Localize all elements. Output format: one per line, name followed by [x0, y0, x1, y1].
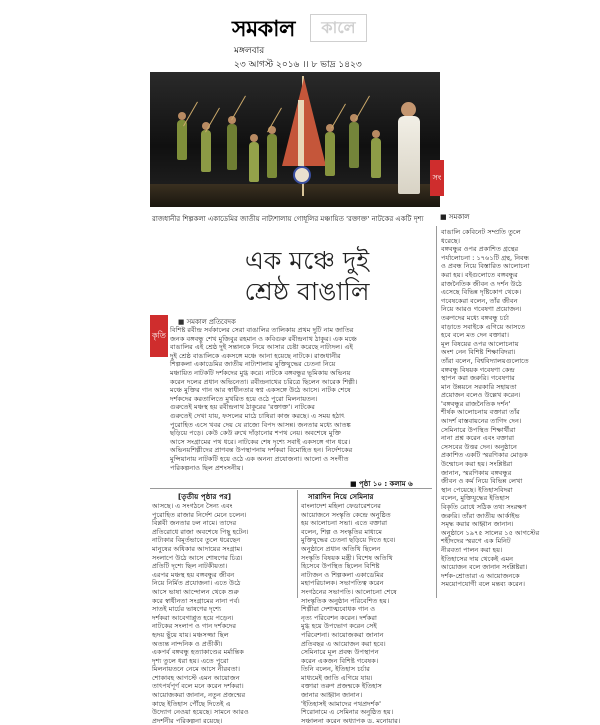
text-line: স্থান পেয়েছে। ইতিহাসবিদরা — [441, 485, 513, 494]
text-line: নানা প্রশ্ন করেন এবং বক্তারা — [441, 434, 515, 443]
text-line: বাড়াতে সবাইকে এগিয়ে আসতে — [441, 322, 526, 331]
text-line: জনক বঙ্গবন্ধু শেখ মুজিবুর রহমান ও কবিগুরু রবীন্দ্রনাথ ঠাকুর। এক মঞ্চে — [170, 334, 357, 343]
text-line: গুরুতেই দেখা যায়, ফসলের মাঠে চাষিরা কাজ করছে। এ সময় হঠাৎ — [170, 411, 345, 420]
publication-day: মঙ্গলবার — [234, 46, 265, 56]
text-line: জানান, স্মরণিকায় বঙ্গবন্ধুর — [441, 468, 512, 477]
section-tag: কৃতি — [150, 315, 168, 357]
text-line: করা হয়। বইগুলোতে বঙ্গবন্ধুর — [441, 270, 518, 279]
text-line: এরপর মঞ্চস্থ হয় বঙ্গবন্ধুর জীবন — [152, 570, 235, 579]
text-line: বাংলাদেশ মহিলা ফেডারেশনের — [301, 502, 381, 510]
text-line: পর্যালোচনা : ১৭৬১টি গ্রন্থ, নিবন্ধ — [441, 253, 529, 262]
text-line: মুগ্ধ হয়ে উপভোগ করেন সেই — [301, 622, 377, 631]
stage-photo — [150, 72, 440, 207]
article-column-right — [441, 228, 587, 596]
text-line: সাতই মার্চের ভাষণের দৃশ্যে — [152, 605, 221, 614]
text-line: পরিকল্পনাও ছিল প্রশংসনীয়। — [170, 463, 244, 472]
lead-actor-figure — [398, 116, 420, 194]
text-line: করেন দলের প্রধান অভিনেতা। রবীন্দ্রনাথের চরিত্রে ছিলেন আরেক শিল্পী। — [170, 377, 358, 386]
text-line: শিল্পীরা দেশাত্মবোধক গান ও — [301, 605, 376, 614]
text-line: দর্শক-শ্রোতারা এ আয়োজনকে — [441, 571, 520, 580]
masthead — [232, 12, 372, 74]
text-line: তাঁরা বলেন, বিশ্ববিদ্যালয়গুলোতে — [441, 356, 529, 365]
text-line: সংগঠনের সভাপতি। আলোচনা শেষে — [301, 587, 397, 596]
text-line: আয়োজনে সংস্কৃতি কেন্দ্রে অনুষ্ঠিত — [301, 510, 391, 519]
text-line: সংস্কৃতি বিষয়ক মন্ত্রী। বিশেষ অতিথি — [301, 553, 393, 562]
article-column-left — [152, 502, 294, 725]
article-intro — [170, 326, 426, 476]
text-line: বিপ্লবী জনতার ঢল নামে। তাদের — [152, 519, 237, 528]
text-line: অনুষ্ঠানে ১৯৭৫ সালের ১৫ আগস্টের — [441, 528, 540, 537]
text-line: বাঙালির এই শ্রেষ্ঠ দুই সন্তানকে নিয়ে আসার চেষ্টা করেছে নাট্যদল। এই — [170, 343, 353, 352]
text-line: নিয়ে আরও গবেষণা প্রয়োজন। — [441, 305, 522, 314]
text-line: নাট্যজন ও শিল্পকলা একাডেমির — [301, 570, 384, 579]
headline — [182, 246, 432, 308]
text-line: প্রদর্শনীর পরিকল্পনা রয়েছে। — [152, 716, 223, 725]
text-line: দর্শকদের করতালিতে মুখরিত হয়ে ওঠে পুরো মিলনায়তন। — [170, 394, 318, 403]
actor-figure — [371, 138, 381, 178]
column-divider — [297, 490, 298, 598]
text-line: করে স্বাধীনতা সংগ্রামের নানা পর্ব। — [152, 596, 240, 605]
text-line: আসে সংগ্রামের পথ ধরে। নাটকের শেষ দৃশ্যে সবাই একসঙ্গে গান ধরে। — [170, 437, 351, 446]
text-line: একপর্ব বঙ্গবন্ধু হত্যাকাণ্ডের মর্মান্তিক — [152, 648, 244, 657]
actor-figure — [201, 130, 211, 172]
text-line: শিল্পকলা একাডেমির জাতীয় নাট্যশালায় মুক্তিযুদ্ধের চেতনা নিয়ে — [170, 360, 336, 369]
text-line: নীরবতা পালন করা হয়। — [441, 545, 503, 554]
text-line: উদ্যোগ নেওয়া হয়েছে। সামনে আরও — [152, 708, 249, 717]
actor-stick — [331, 104, 346, 129]
text-line: নাট্যকার বিমূর্তভাবে তুলে ধরেছেন — [152, 536, 241, 545]
text-line: আয়োজকরা জানান, নতুন প্রজন্মের — [152, 691, 246, 700]
actor-figure — [177, 120, 187, 160]
actor-figure — [267, 134, 277, 178]
text-line: প্রকাশিত একটি স্মরণিকার মোড়ক — [441, 451, 528, 460]
actor-figure — [227, 124, 237, 170]
text-line: তিনি বলেন, ইতিহাস চর্চার — [301, 665, 370, 674]
text-line: সমৃদ্ধ করার আহ্বান জানান। — [441, 520, 514, 529]
headline-line-2: শ্রেষ্ঠ বাঙালি — [244, 277, 370, 306]
text-line: মঞ্চে মুক্তির গান আর স্বাধীনতার স্বপ্ন একসঙ্গে উঠে আসে। নাটক শেষে — [170, 386, 351, 395]
actor-head — [178, 112, 186, 120]
text-line: সময়োপযোগী বলে মন্তব্য করেন। — [441, 580, 525, 589]
text-line: স্থাপন করা জরুরি। গবেষণার — [441, 374, 515, 383]
text-line: পুরোহিত রাজার নির্দেশ মেনে চলেন। — [152, 510, 247, 519]
actor-stick — [205, 108, 220, 133]
actor-figure — [249, 142, 259, 182]
lead-actor-head — [401, 102, 416, 117]
text-line: জানার আহ্বান জানান। — [301, 691, 363, 700]
text-line: 'ইতিহাসই আমাদের পথপ্রদর্শক' — [301, 699, 381, 708]
text-line: গুরুতেই মঞ্চস্থ হয় রবীন্দ্রনাথ ঠাকুরের 'রক্তাক্ত'। নাটকের — [170, 403, 315, 412]
photo-caption: রাজধানীর শিল্পকলা একাডেমির জাতীয় নাট্যশালায় গোধূলির মঞ্চায়িত 'রক্তাক্ত' নাটকের একটি দৃশ্য — [152, 215, 424, 223]
text-line: বঙ্গবন্ধু বিষয়ক গবেষণা কেন্দ্র — [441, 365, 515, 374]
text-line: করেন একজন বিশিষ্ট গবেষক। — [301, 656, 379, 665]
actor-head — [372, 130, 380, 138]
text-line: মুক্তিযুদ্ধের চেতনা ছড়িয়ে দিতে হবে। — [301, 536, 396, 545]
text-line: আসে ভাষা আন্দোলন থেকে শুরু — [152, 587, 239, 596]
text-line: শোকাবহ আগস্টে এমন আয়োজন — [152, 673, 240, 682]
actor-figure — [325, 132, 335, 176]
text-line: ইতিহাসের দায় থেকেই এমন — [441, 554, 514, 563]
text-line: আয়োজন বলে জানান সংশ্লিষ্টরা। — [441, 563, 528, 572]
text-line: বিকৃতি রোধে সঠিক তথ্য সংরক্ষণ — [441, 503, 527, 511]
text-line: আদর্শ বাস্তবায়নের তাগিদ দেন। — [441, 417, 522, 426]
column-divider — [436, 226, 437, 598]
text-line: 'বঙ্গবন্ধুর রাজনৈতিক দর্শন' — [441, 399, 511, 408]
text-line: শীর্ষক আলোচনায় বক্তারা তাঁর — [441, 408, 520, 417]
text-line: ধরেছে। — [441, 236, 460, 245]
actor-head — [250, 134, 258, 142]
text-line: মূল বিষয়ের ওপর আলোচনায় — [441, 339, 519, 348]
text-line: পুরোহিত এসে খবর দেয় যে রাজ্যে বিপদ আসন্ন। জনতার মধ্যে আতঙ্ক — [170, 420, 351, 429]
photo-wheel — [293, 166, 311, 184]
text-line: সংলাপে উঠে আসে শোষণের চিত্র। — [152, 553, 243, 562]
text-line: প্রতিবছর এ আয়োজন করা হবে। — [301, 639, 386, 648]
photo-credit: ■ সমকাল — [440, 213, 470, 221]
text-line: নাটকের সংলাপ ও গান দর্শকদের — [152, 622, 236, 631]
text-line: অভিনয়শিল্পীদের প্রাণবন্ত উপস্থাপনায় দর্শকরা বিমোহিত হন। নির্দেশকের — [170, 446, 353, 455]
text-line: নৃত্য পরিবেশন করেন। দর্শকরা — [301, 613, 377, 622]
newspaper-name: সমকাল — [232, 16, 295, 42]
text-line: সেসবের উত্তর দেন। অনুষ্ঠানে — [441, 442, 517, 451]
text-line: বাঙালি কেবিনেট সম্প্রতি তুলে — [441, 228, 521, 236]
text-line: তাৎপর্যপূর্ণ বলে মনে করেন দর্শকরা। — [152, 682, 244, 691]
section-side-tab: সং — [430, 160, 444, 196]
text-line: জীবন ও কর্ম নিয়ে বিভিন্ন লেখা — [441, 477, 523, 486]
text-line: দৃশ্য তুলে ধরা হয়। এতে পুরো — [152, 656, 229, 665]
text-line: শিরোনামে এ সেমিনার অনুষ্ঠিত হয়। — [301, 708, 394, 717]
text-line: বলেন, শিল্প ও সংস্কৃতির মাধ্যমে — [301, 527, 382, 536]
text-line: তরুণদের মধ্যে বঙ্গবন্ধু চর্চা — [441, 313, 509, 322]
text-line: সেমিনারে মূল প্রবন্ধ উপস্থাপন — [301, 648, 379, 657]
publication-date: ২৩ আগস্ট ২০১৬ ।। ৮ ভাদ্র ১৪২৩ — [234, 60, 362, 70]
text-line: মাধ্যমেই জাতি এগিয়ে যায়। — [301, 673, 373, 682]
text-line: মানুষের অধিকার আদায়ের সংগ্রাম। — [152, 544, 243, 553]
text-line: হৃদয় ছুঁয়ে যায়। মঞ্চসজ্জা ছিল — [152, 630, 229, 639]
text-line: অনুষ্ঠানে প্রধান অতিথি ছিলেন — [301, 544, 381, 553]
seminar-subhead: সারাদিন নিয়ে সেমিনার — [308, 492, 374, 501]
text-line: অংশ নেন বিশিষ্ট শিক্ষাবিদরা। — [441, 348, 516, 357]
text-line: সঞ্চালনা করেন অধ্যাপক ড. মনোয়ার। — [301, 716, 401, 725]
actor-stick — [355, 96, 370, 121]
section-divider — [150, 488, 432, 489]
text-line: কাছে ইতিহাস পৌঁছে দিতেই এ — [152, 699, 231, 708]
text-line: বঙ্গবন্ধুর ওপর প্রকাশিত গ্রন্থের — [441, 245, 519, 254]
text-line: রাজনৈতিক জীবন ও দর্শন উঠে — [441, 279, 522, 288]
text-line: সেমিনারে উপস্থিত শিক্ষার্থীরা — [441, 425, 516, 434]
text-line: বিশিষ্ট রবীন্দ্র সর্বকালের সেরা বাঙালির তালিকায় প্রথম দুটি নাম জাতির — [170, 326, 354, 334]
text-line: বক্তারা তরুণ প্রজন্মকে ইতিহাস — [301, 682, 382, 691]
text-line: গবেষকেরা বলেন, তাঁর জীবন — [441, 296, 518, 305]
text-line: এসেছে বিভিন্ন দৃষ্টিকোণ থেকে। — [441, 288, 522, 297]
text-line: মঞ্চায়িত নাটকটি দর্শকদের মুগ্ধ করে। নাটকে বঙ্গবন্ধুর ভূমিকায় অভিনয় — [170, 368, 351, 377]
text-line: জরুরি। তাঁরা জাতীয় আর্কাইভ — [441, 511, 520, 520]
text-line: দুই শ্রেষ্ঠ বাঙালিকে একসঙ্গে মঞ্চে আনা হয়েছে নাটকে। রাজধানীর — [170, 351, 341, 360]
actor-stick — [231, 96, 246, 121]
text-line: নিয়ে নির্মিত প্রযোজনা। এতে উঠে — [152, 579, 241, 588]
photo-flag-stripe — [298, 100, 304, 166]
text-line: হবে বলে মত দেন বক্তারা। — [441, 331, 509, 340]
headline-line-1: এক মঞ্চে দুই — [244, 246, 370, 275]
text-line: পরিবেশনা। আয়োজকরা জানান — [301, 630, 384, 639]
text-line: মিলনায়তনে নেমে আসে নীরবতা। — [152, 665, 240, 674]
article-column-middle — [301, 502, 433, 725]
actor-figure — [349, 122, 359, 168]
text-line: প্রতিটি দৃশ্যে ছিল নাটকীয়তা। — [152, 562, 228, 571]
photo-stage-floor — [150, 184, 440, 207]
masthead-watermark: কালে — [310, 14, 367, 42]
text-line: দর্শকরা আবেগাপ্লুত হয়ে পড়েন। — [152, 613, 234, 622]
text-line: প্রতিরোধে রাজা অবশেষে পিছু হটেন। — [152, 527, 249, 536]
continuation-marker: ■ পৃষ্ঠা ১০ : কলাম ৬ — [350, 480, 413, 488]
text-line: মহাপরিচালক। সভাপতিত্ব করেন — [301, 579, 384, 588]
text-line: প্রয়োজন বলেও উল্লেখ করেন। — [441, 391, 521, 400]
text-line: ও প্রবন্ধ নিয়ে বিস্তারিত আলোচনা — [441, 262, 530, 271]
text-line: মান উন্নয়নে সরকারি সহায়তা — [441, 382, 517, 391]
text-line: অত্যন্ত নান্দনিক ও প্রতীকী। — [152, 639, 223, 648]
text-line: বলেন, মুক্তিযুদ্ধের ইতিহাস — [441, 494, 510, 503]
text-line: হয় আলোচনা সভা। এতে বক্তারা — [301, 519, 387, 528]
text-line: সাংস্কৃতিক অনুষ্ঠান পরিবেশিত হয়। — [301, 596, 390, 605]
text-line: ছড়িয়ে পড়ে। কেউ কেউ রুখে দাঁড়ানোর শপথ নেয়। অবশেষে মুক্তি — [170, 429, 341, 438]
text-line: উন্মোচন করা হয়। সংশ্লিষ্টরা — [441, 460, 513, 469]
text-line: শহীদদের স্মরণে এক মিনিট — [441, 537, 511, 546]
text-line: মুন্সিয়ানায় নাটকটি হয়ে ওঠে এক অনন্য প্রযোজনা। আলো ও সংগীত — [170, 454, 349, 463]
continued-from-label: [তৃতীয় পৃষ্ঠার পর] — [178, 492, 232, 501]
photo-flag — [282, 78, 326, 166]
text-line: আসছে। এ সংগঠনে সৈন্য এবং — [152, 502, 233, 510]
text-line: হিসেবে উপস্থিত ছিলেন বিশিষ্ট — [301, 562, 380, 571]
byline: ■ সমকাল প্রতিবেদক — [178, 318, 236, 326]
